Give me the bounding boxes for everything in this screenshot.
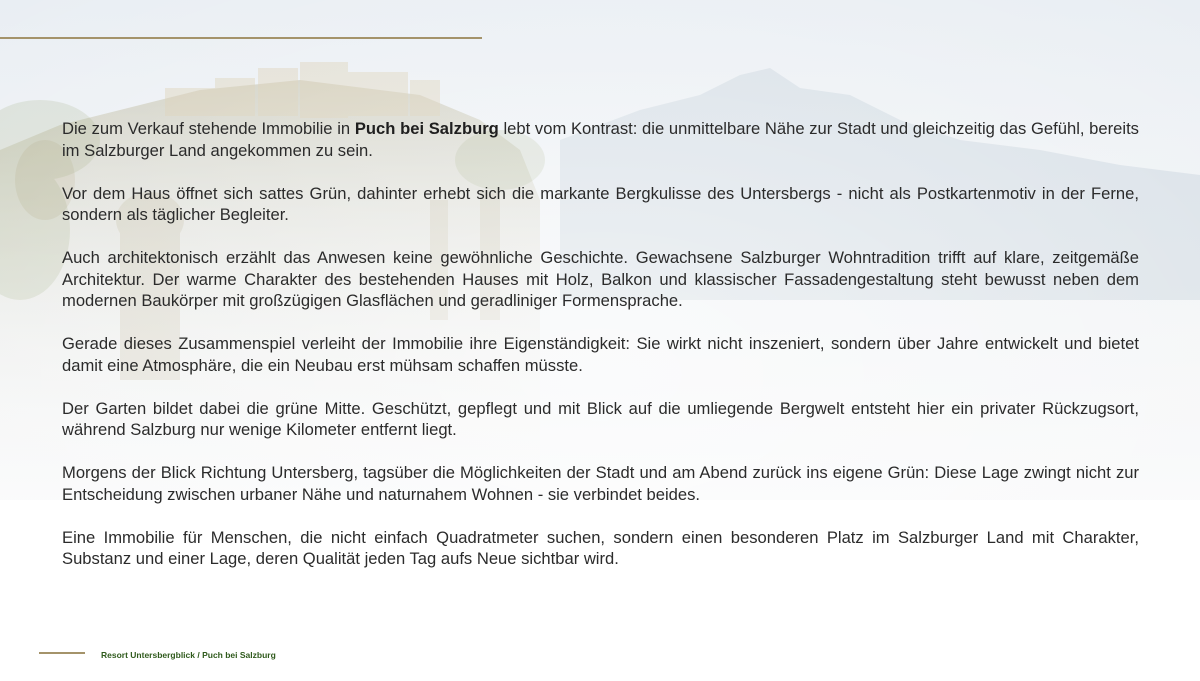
paragraph-1-rest: lebt vom Kontrast: die unmittelbare Nähe zur Stadt und gleichzeitig das Gefühl, bereits im Salzburger Land angekommen zu sein. <box>62 119 1139 160</box>
footer-divider <box>39 652 85 654</box>
paragraph-1-intro: Die zum Verkauf stehende Immobilie in <box>62 119 355 138</box>
paragraph-1 <box>62 118 1139 161</box>
header-divider <box>0 37 482 39</box>
paragraph-3: Auch architektonisch erzählt das Anwesen keine gewöhnliche Geschichte. Gewachsene Salzburger Wohntradition trifft auf klare, zeitgemäße Architektur. Der warme Charakter des bestehenden Hauses mit Holz, Balkon und klassischer Fassadengestaltung steht bewusst neben dem modernen Baukörper mit großzügigen Glasflächen und geradliniger Formensprache. <box>62 248 1139 310</box>
paragraph-5: Der Garten bildet dabei die grüne Mitte. Geschützt, gepflegt und mit Blick auf die umliegende Bergwelt entsteht hier ein privater Rückzugsort, während Salzburg nur wenige Kilometer entfernt liegt. <box>62 398 1139 439</box>
description-text <box>62 118 1139 591</box>
footer-caption: Resort Untersbergblick / Puch bei Salzburg <box>101 650 276 660</box>
paragraph-2: Vor dem Haus öffnet sich sattes Grün, dahinter erhebt sich die markante Bergkulisse des Untersbergs - nicht als Postkartenmotiv in der Ferne, sondern als täglicher Begleiter. <box>62 183 1139 224</box>
paragraph-6: Morgens der Blick Richtung Untersberg, tagsüber die Möglichkeiten der Stadt und am Abend zurück ins eigene Grün: Diese Lage zwingt nicht zur Entscheidung zwischen urbaner Nähe und naturnahem Wohnen - sie verbindet beides. <box>62 463 1139 504</box>
paragraph-4: Gerade dieses Zusammenspiel verleiht der Immobilie ihre Eigenständigkeit: Sie wirkt nicht inszeniert, sondern über Jahre entwickelt und bietet damit eine Atmosphäre, die ein Neubau erst mühsam schaffen müsste. <box>62 334 1139 375</box>
paragraph-7: Eine Immobilie für Menschen, die nicht einfach Quadratmeter suchen, sondern einen besonderen Platz im Salzburger Land mit Charakter, Substanz und einer Lage, deren Qualität jeden Tag aufs Neue sichtbar wird. <box>62 527 1139 568</box>
location-highlight: Puch bei Salzburg <box>354 119 499 138</box>
